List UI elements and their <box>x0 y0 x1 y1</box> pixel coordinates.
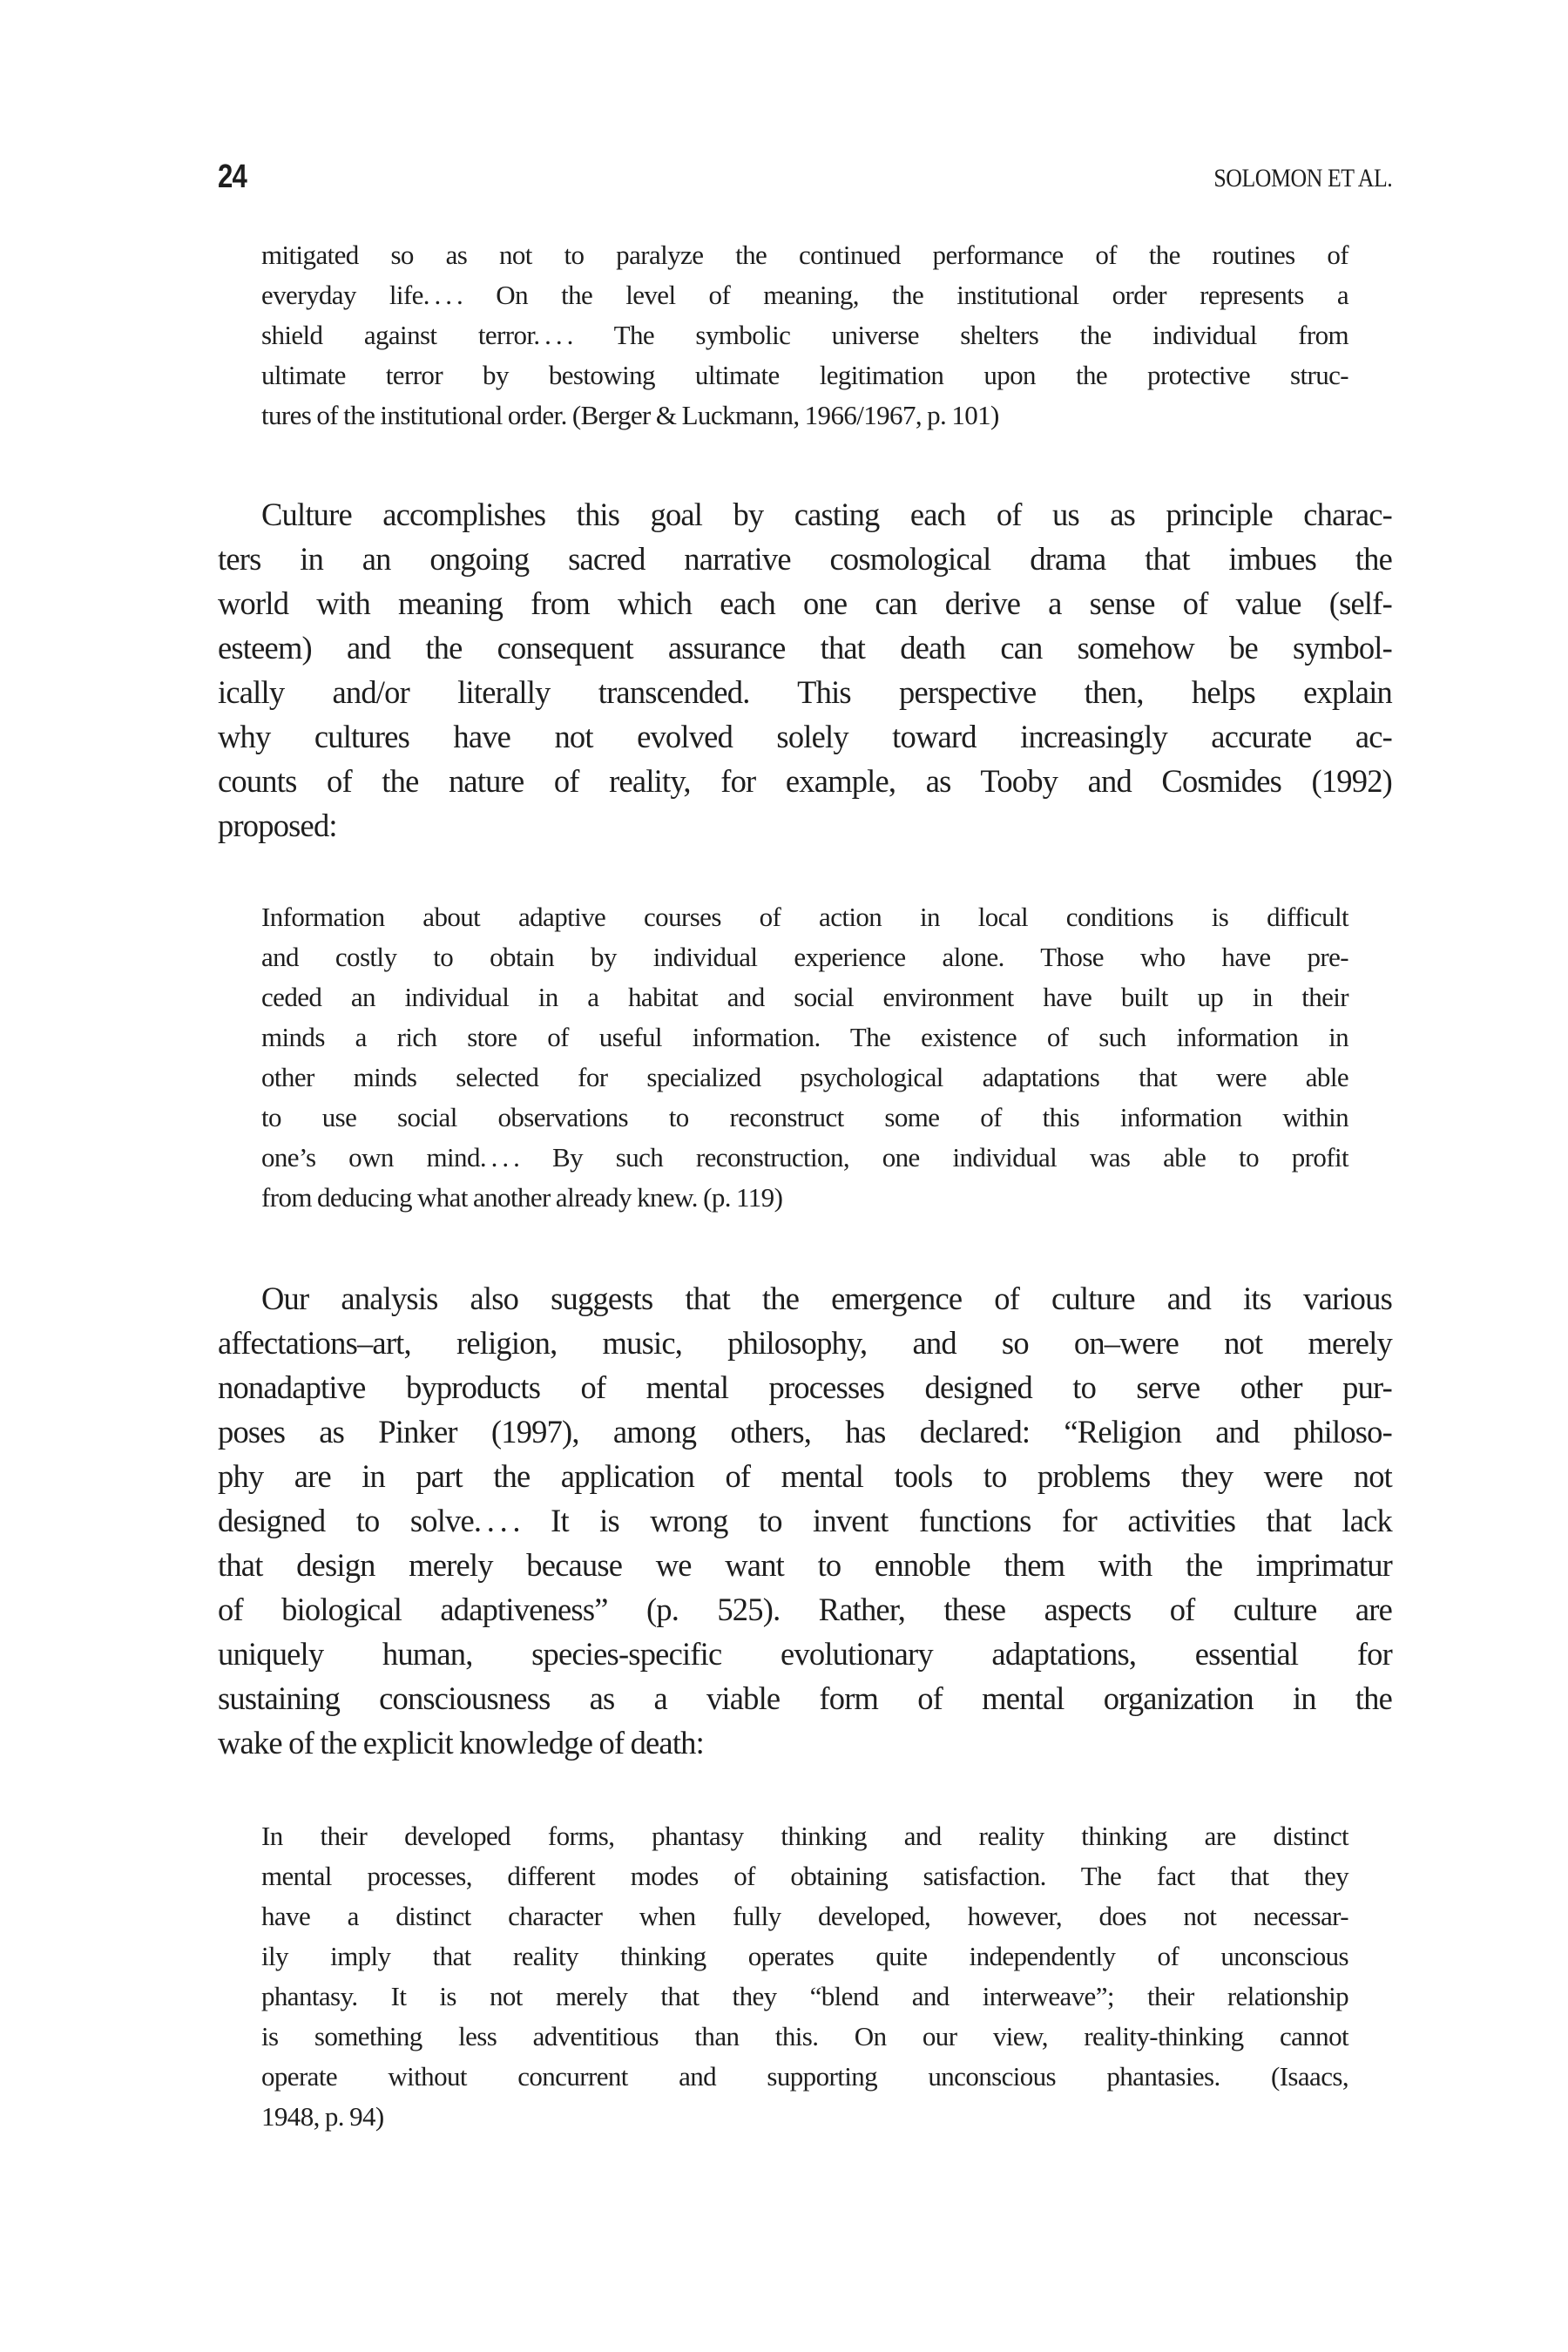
text-line: and costly to obtain by individual experience alone. Those who have pre- <box>261 942 1348 972</box>
block-quote-tooby-cosmides <box>261 897 1348 1218</box>
text-line: of biological adaptiveness” (p. 525). Rather, these aspects of culture are <box>218 1592 1392 1627</box>
text-line: world with meaning from which each one can derive a sense of value (self- <box>218 585 1392 621</box>
text-line: Our analysis also suggests that the emergence of culture and its various <box>261 1281 1392 1316</box>
text-line: sustaining consciousness as a viable form of mental organization in the <box>218 1680 1392 1716</box>
text-line: shield against terror. . . . The symbolic universe shelters the individual from <box>261 320 1348 350</box>
text-line: Information about adaptive courses of action in local conditions is difficult <box>261 902 1348 932</box>
text-line: nonadaptive byproducts of mental processes designed to serve other pur- <box>218 1369 1392 1405</box>
text-line: affectations–art, religion, music, philosophy, and so on–were not merely <box>218 1325 1392 1361</box>
text-line: other minds selected for specialized psychological adaptations that were able <box>261 1062 1348 1092</box>
text-line: is something less adventitious than this. On our view, reality-thinking cannot <box>261 2021 1348 2051</box>
text-line: phantasy. It is not merely that they “blend and interweave”; their relationship <box>261 1981 1348 2011</box>
body-paragraph-culture <box>218 492 1392 848</box>
body-paragraph-analysis <box>218 1276 1392 1765</box>
text-line: have a distinct character when fully developed, however, does not necessar- <box>261 1901 1348 1931</box>
text-line: In their developed forms, phantasy thinking and reality thinking are distinct <box>261 1821 1348 1851</box>
text-line: 1948, p. 94) <box>261 2101 384 2132</box>
text-line: counts of the nature of reality, for example, as Tooby and Cosmides (1992) <box>218 763 1392 799</box>
text-line: one’s own mind. . . . By such reconstruction, one individual was able to profit <box>261 1142 1348 1173</box>
text-line: ultimate terror by bestowing ultimate legitimation upon the protective struc- <box>261 360 1348 390</box>
text-line: tures of the institutional order. (Berger & Luckmann, 1966/1967, p. 101) <box>261 400 999 430</box>
running-head <box>218 155 1392 199</box>
text-line: uniquely human, species-specific evolutionary adaptations, essential for <box>218 1636 1392 1672</box>
text-line: that design merely because we want to ennoble them with the imprimatur <box>218 1547 1392 1583</box>
text-line: everyday life. . . . On the level of meaning, the institutional order represents a <box>261 280 1348 310</box>
text-line: ily imply that reality thinking operates quite independently of unconscious <box>261 1941 1348 1971</box>
text-line: mental processes, different modes of obtaining satisfaction. The fact that they <box>261 1861 1348 1891</box>
text-line: mitigated so as not to paralyze the continued performance of the routines of <box>261 240 1348 270</box>
text-line: Culture accomplishes this goal by casting each of us as principle charac- <box>261 497 1392 532</box>
page-number: 24 <box>218 159 247 195</box>
block-quote-berger-luckmann <box>261 235 1348 436</box>
text-line: from deducing what another already knew. (p. 119) <box>261 1182 783 1213</box>
text-line: phy are in part the application of mental tools to problems they were not <box>218 1458 1392 1494</box>
text-line: ters in an ongoing sacred narrative cosmological drama that imbues the <box>218 541 1392 577</box>
text-line: to use social observations to reconstruct some of this information within <box>261 1102 1348 1132</box>
text-line: wake of the explicit knowledge of death: <box>218 1725 704 1761</box>
text-line: poses as Pinker (1997), among others, has declared: “Religion and philoso- <box>218 1414 1392 1450</box>
text-line: why cultures have not evolved solely toward increasingly accurate ac- <box>218 719 1392 754</box>
text-line: esteem) and the consequent assurance that death can somehow be symbol- <box>218 630 1392 666</box>
text-line: ically and/or literally transcended. This perspective then, helps explain <box>218 674 1392 710</box>
text-line: minds a rich store of useful information. The existence of such information in <box>261 1022 1348 1052</box>
text-line: operate without concurrent and supporting unconscious phantasies. (Isaacs, <box>261 2061 1348 2092</box>
block-quote-isaacs <box>261 1816 1348 2137</box>
text-line: ceded an individual in a habitat and social environment have built up in their <box>261 982 1348 1012</box>
text-line: designed to solve. . . . It is wrong to invent functions for activities that lack <box>218 1503 1392 1538</box>
text-line: proposed: <box>218 808 337 843</box>
running-title: SOLOMON ET AL. <box>1213 164 1392 193</box>
